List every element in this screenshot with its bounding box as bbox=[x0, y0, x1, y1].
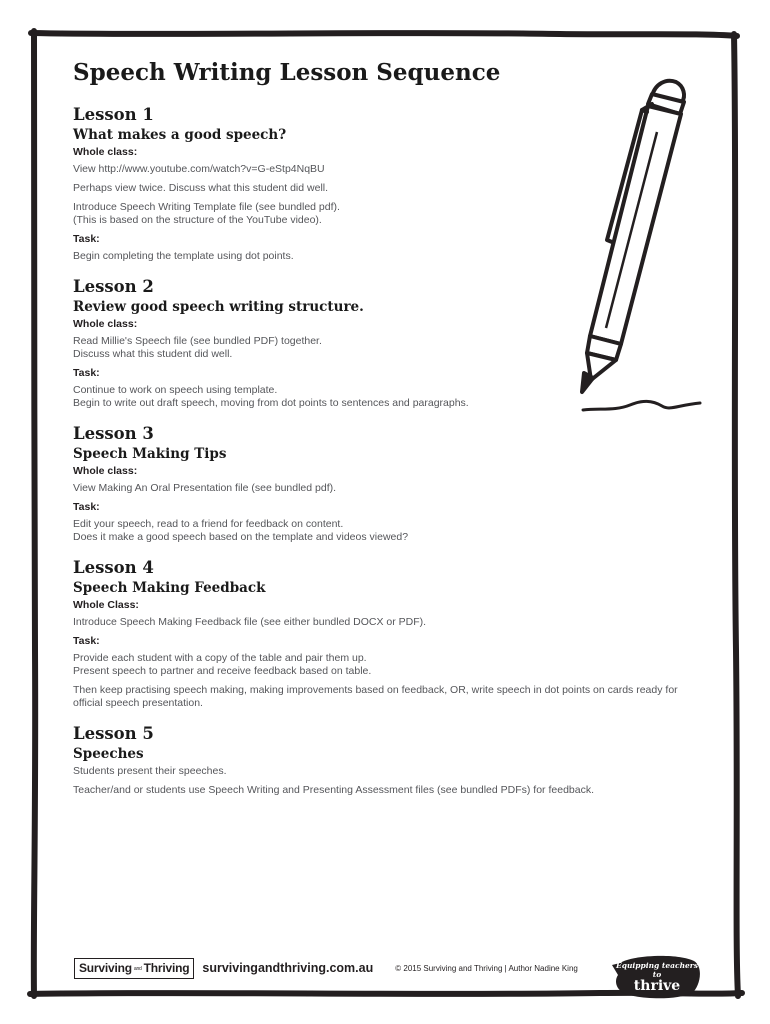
badge-tagline: Equipping teachers to bbox=[616, 961, 698, 979]
lesson-text: Then keep practising speech making, making improvements based on feedback, OR, write speech in dot points on cards ready for official speech presentation. bbox=[73, 684, 678, 709]
lesson-subheading: Speech Making Feedback bbox=[73, 580, 266, 596]
thrive-badge-icon bbox=[612, 953, 702, 999]
page-title: Speech Writing Lesson Sequence bbox=[73, 59, 501, 86]
lesson-heading: Lesson 2 bbox=[73, 277, 154, 296]
task-label: Task: bbox=[73, 635, 100, 647]
lesson-text: Begin completing the template using dot points. bbox=[73, 250, 294, 262]
brand-name-left: Surviving bbox=[79, 961, 132, 975]
lesson-subheading: Speech Making Tips bbox=[73, 446, 227, 462]
lesson-heading: Lesson 1 bbox=[73, 105, 154, 124]
whole-class-label: Whole class: bbox=[73, 146, 138, 158]
lesson-heading: Lesson 5 bbox=[73, 724, 154, 743]
lesson-subheading: Speeches bbox=[73, 746, 144, 762]
brand-name-and: and bbox=[133, 966, 142, 972]
lesson-heading: Lesson 3 bbox=[73, 424, 154, 443]
lesson-subheading: What makes a good speech? bbox=[73, 127, 287, 143]
lesson-text: Perhaps view twice. Discuss what this student did well. bbox=[73, 182, 329, 194]
lesson-text: Introduce Speech Writing Template file (see bundled pdf). (This is based on the structure of the YouTube video). bbox=[73, 201, 340, 226]
brand-name-right: Thriving bbox=[143, 961, 190, 975]
lesson-text: Continue to work on speech using template. Begin to write out draft speech, moving from dot points to sentences and paragraphs. bbox=[73, 384, 469, 409]
lesson-text: Provide each student with a copy of the table and pair them up. Present speech to partner and receive feedback based on table. bbox=[73, 652, 372, 677]
lesson-text: Edit your speech, read to a friend for feedback on content. Does it make a good speech based on the template and videos viewed? bbox=[73, 518, 409, 543]
lesson-text: View http://www.youtube.com/watch?v=G-eStp4NqBU bbox=[73, 163, 325, 175]
whole-class-label: Whole class: bbox=[73, 318, 138, 330]
lesson-text: Read Millie's Speech file (see bundled PDF) together. Discuss what this student did well. bbox=[73, 335, 322, 360]
lesson-4 bbox=[73, 557, 693, 710]
task-label: Task: bbox=[73, 501, 100, 513]
lesson-text: Students present their speeches. bbox=[73, 765, 227, 777]
whole-class-label: Whole class: bbox=[73, 465, 138, 477]
lesson-text: View Making An Oral Presentation file (see bundled pdf). bbox=[73, 482, 337, 494]
website-url[interactable]: survivingandthriving.com.au bbox=[202, 961, 374, 975]
lesson-3 bbox=[73, 423, 693, 544]
lesson-5 bbox=[73, 723, 693, 797]
task-label: Task: bbox=[73, 367, 100, 379]
whole-class-label: Whole Class: bbox=[73, 599, 139, 611]
badge-word: thrive bbox=[633, 978, 681, 994]
pen-icon bbox=[560, 70, 710, 430]
brand-logo bbox=[74, 958, 194, 979]
lesson-text: Teacher/and or students use Speech Writing and Presenting Assessment files (see bundled PDFs) for feedback. bbox=[73, 784, 595, 796]
lesson-text: Introduce Speech Making Feedback file (see either bundled DOCX or PDF). bbox=[73, 616, 427, 628]
copyright-text: © 2015 Surviving and Thriving | Author Nadine King bbox=[395, 963, 578, 973]
task-label: Task: bbox=[73, 233, 100, 245]
lesson-subheading: Review good speech writing structure. bbox=[73, 299, 364, 315]
lesson-heading: Lesson 4 bbox=[73, 558, 154, 577]
